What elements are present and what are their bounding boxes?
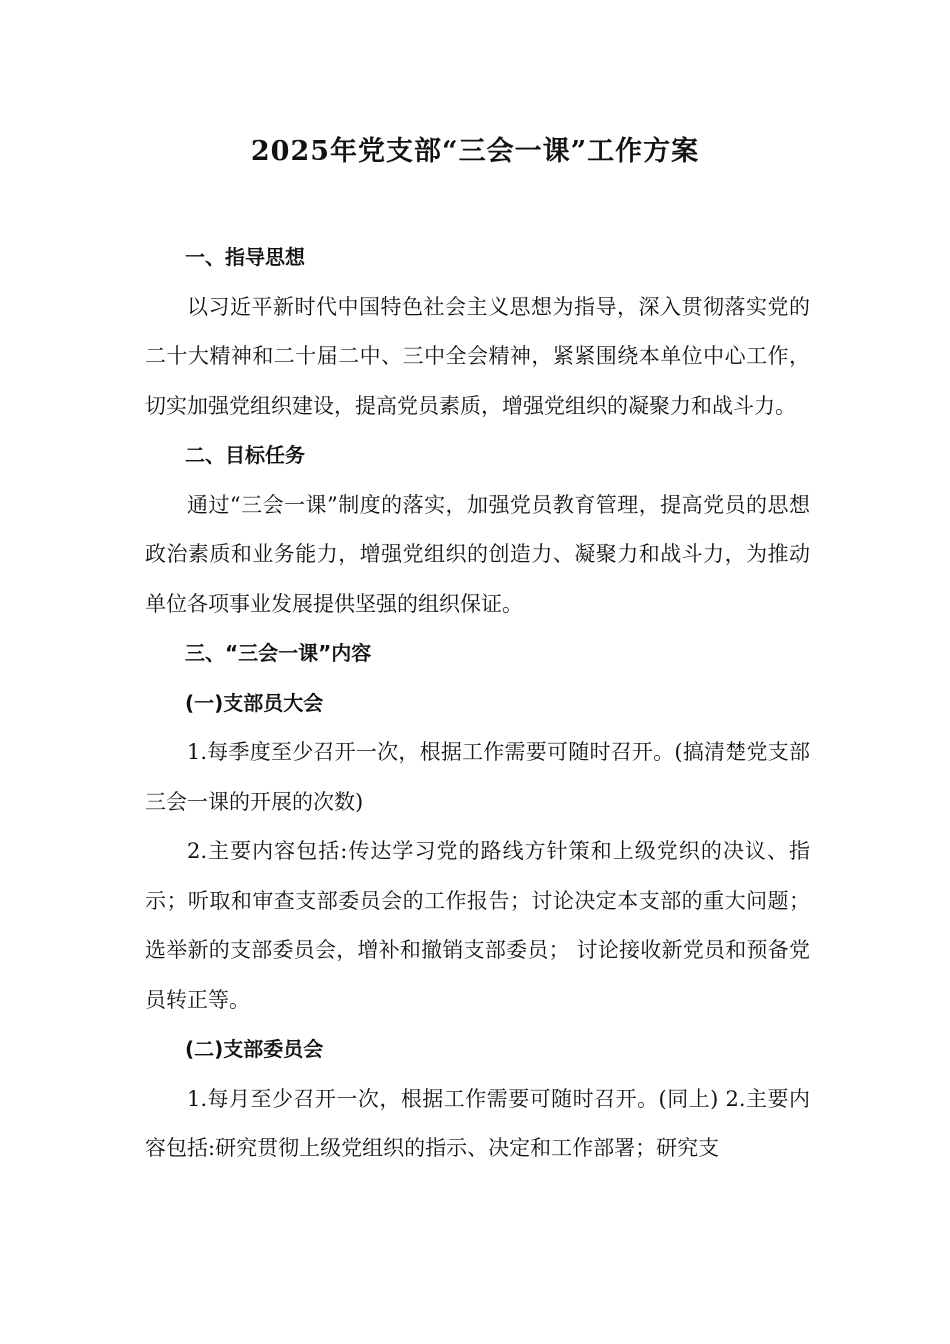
committee-meeting-item-1: 1.每月至少召开一次，根据工作需要可随时召开。(同上) 2.主要内容包括:研究贯彻上级党组织的指示、决定和工作部署；研究支 bbox=[145, 1086, 810, 1160]
subsection-heading-general-meeting: (一)支部员大会 bbox=[185, 690, 324, 715]
section-heading-guiding-ideology: 一、指导思想 bbox=[185, 245, 305, 269]
subsection-heading-committee-meeting: (二)支部委员会 bbox=[185, 1037, 324, 1061]
paragraph-goals: 通过“三会一课”制度的落实，加强党员教育管理，提高党员的思想政治素质和业务能力，增强党组织的创造力、凝聚力和战斗力，为推动单位各项事业发展提供坚强的组织保证。 bbox=[145, 492, 810, 616]
document-body bbox=[145, 233, 810, 1174]
paragraph-guiding-ideology: 以习近平新时代中国特色社会主义思想为指导，深入贯彻落实党的二十大精神和二十届二中、三中全会精神，紧紧围绕本单位中心工作，切实加强党组织建设，提高党员素质，增强党组织的凝聚力和战斗力。 bbox=[145, 294, 810, 418]
section-heading-goals: 二、目标任务 bbox=[185, 443, 305, 467]
general-meeting-item-2: 2.主要内容包括:传达学习党的路线方针策和上级党织的决议、指示；听取和审查支部委员会的工作报告；讨论决定本支部的重大问题；选举新的支部委员会，增补和撤销支部委员； 讨论接收新党员和预备党员转正等。 bbox=[145, 839, 810, 1012]
document-title: 2025年党支部“三会一课”工作方案 bbox=[250, 136, 700, 167]
section-heading-content: 三、“三会一课”内容 bbox=[185, 641, 372, 665]
general-meeting-item-1: 1.每季度至少召开一次，根据工作需要可随时召开。(搞清楚党支部三会一课的开展的次数) bbox=[145, 740, 810, 814]
